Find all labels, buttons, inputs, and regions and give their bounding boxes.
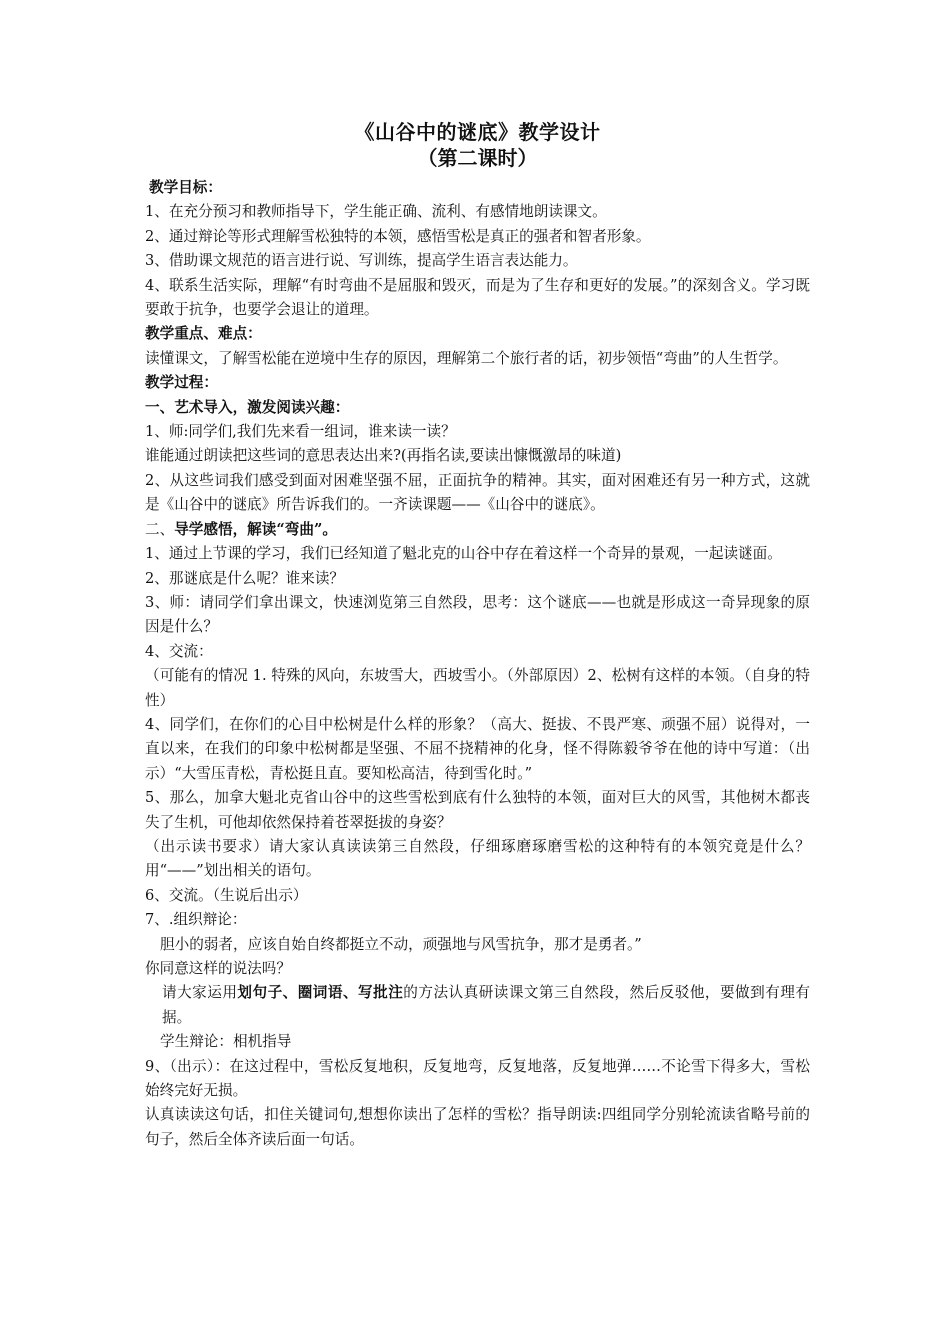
reading-guide: 认真读读这句话，扣住关键词句,想想你读出了怎样的雪松？指导朗读:四组同学分别轮流读省略号前的句子，然后全体齐读后面一句话。 <box>145 1106 810 1148</box>
debate-question: 你同意这样的说法吗？ <box>145 960 291 977</box>
method-emphasis: 划句子、圈词语、写批注 <box>237 984 404 1002</box>
reading-method <box>145 981 810 1030</box>
section-2-title: 导学感悟，解读“弯曲”。 <box>174 520 337 538</box>
section-2-line: 5、那么，加拿大魁北克省山谷中的这些雪松到底有什么独特的本领，面对巨大的风雪，其他树木都丧失了生机，可他却依然保持着苍翠挺拔的身姿？ <box>145 789 810 831</box>
debate-guide: 学生辩论：相机指导 <box>160 1033 292 1051</box>
section-2-line: 3、师：请同学们拿出课文，快速浏览第三自然段，思考：这个谜底——也就是形成这一奇异现象的原因是什么？ <box>145 593 810 636</box>
key-text: 读懂课文，了解雪松能在逆境中生存的原因，理解第二个旅行者的话，初步领悟“弯曲”的人生哲学。 <box>145 349 788 367</box>
section-1-heading: 一、艺术导入，激发阅读兴趣： <box>145 398 350 416</box>
section-1-line: 谁能通过朗读把这些词的意思表达出来?(再指名读,要读出慷慨激昂的味道) <box>145 447 622 465</box>
document-title: 《山谷中的谜底》教学设计 <box>354 120 601 144</box>
process-heading: 教学过程： <box>145 374 218 392</box>
section-1-line: 2、从这些词我们感受到面对困难坚强不屈，正面抗争的精神。其实，面对困难还有另一种方式，这就是《山谷中的谜底》所告诉我们的。一齐读课题——《山谷中的谜底》。 <box>145 471 810 514</box>
section-2-line: 1、通过上节课的学习，我们已经知道了魁北克的山谷中存在着这样一个奇异的景观，一起读谜面。 <box>145 545 782 563</box>
goal-item: 1、在充分预习和教师指导下，学生能正确、流利、有感情地朗读课文。 <box>145 203 607 221</box>
goal-item: 2、通过辩论等形式理解雪松独特的本领，感悟雪松是真正的强者和智者形象。 <box>145 227 651 245</box>
item-9: 9、（出示）：在这过程中，雪松反复地积，反复地弯，反复地落，反复地弹……不论雪下得多大，雪松始终完好无损。 <box>145 1057 810 1100</box>
section-2-line: 4、同学们，在你们的心目中松树是什么样的形象？（高大、挺拔、不畏严寒、顽强不屈）说得对，一直以来，在我们的印象中松树都是坚强、不屈不挠精神的化身，怪不得陈毅爷爷在他的诗中写道：（出示）“大雪压青松，青松挺且直。要知松高洁，待到雪化时。” <box>145 715 810 782</box>
goal-item: 3、借助课文规范的语言进行说、写训练，提高学生语言表达能力。 <box>145 252 578 270</box>
section-1-line: 1、师:同学们,我们先来看一组词，谁来读一读？ <box>145 423 456 441</box>
section-2-line: （出示读书要求）请大家认真读读第三自然段，仔细琢磨琢磨雪松的这种特有的本领究竟是什么？用“——”划出相关的语句。 <box>145 837 810 880</box>
debate-quote: 胆小的弱者，应该自始自终都挺立不动，顽强地与风雪抗争，那才是勇者。” <box>160 935 642 953</box>
method-prefix: 请大家运用 <box>162 984 238 1002</box>
section-2-line: 4、交流： <box>145 642 213 660</box>
goal-item: 4、联系生活实际，理解“有时弯曲不是屈服和毁灭，而是为了生存和更好的发展。”的深刻含义。学习既要敢于抗争，也要学会退让的道理。 <box>145 276 810 319</box>
section-2-line: （可能有的情况 1. 特殊的风向，东坡雪大，西坡雪小。（外部原因）2、松树有这样的本领。（自身的特性） <box>145 667 810 709</box>
section-2-line: 6、交流。（生说后出示） <box>145 886 308 904</box>
method-suffix: 的方法认真研读课文第三自然段，然后反驳他，要做到有理有据。 <box>162 984 810 1026</box>
document-subtitle: （第二课时） <box>417 146 538 170</box>
document-page <box>145 118 810 1152</box>
key-heading: 教学重点、难点： <box>145 325 262 343</box>
section-2-line: 7、.组织辩论： <box>145 911 247 929</box>
goals-heading: 教学目标： <box>149 179 222 196</box>
section-2-number: 二、 <box>145 520 175 538</box>
section-2-heading <box>145 518 810 542</box>
section-2-line: 2、那谜底是什么呢？谁来读？ <box>145 569 345 587</box>
